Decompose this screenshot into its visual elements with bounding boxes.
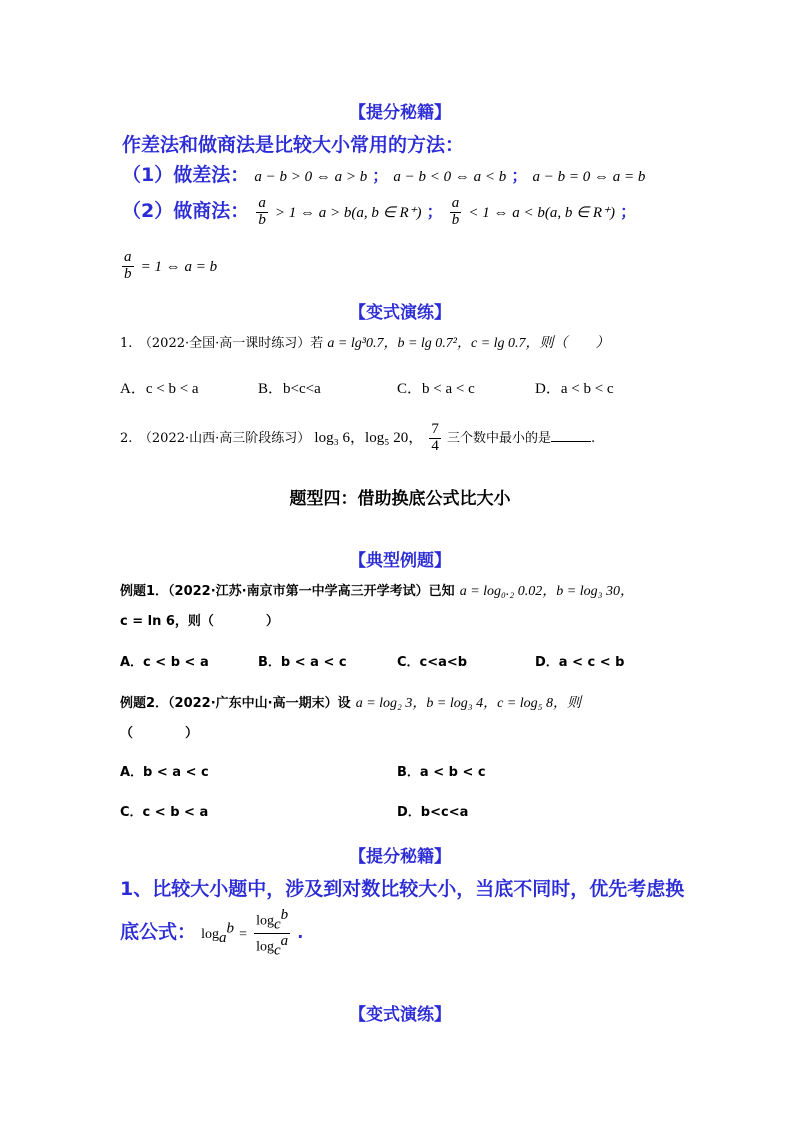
tips-2-line1: 1、比较大小题中，涉及到对数比较大小，当底不同时，优先考虑换 (120, 878, 685, 900)
question-2-prefix: 2. （2022·山西·高三阶段练习） (120, 430, 311, 446)
quot-formula-1: > 1 ⇔ a > b(a, b ∈ R⁺) (274, 205, 422, 221)
diff-method-line (122, 160, 645, 187)
question-1 (120, 332, 610, 352)
practice-header: 【变式演练】 (349, 1005, 451, 1025)
example-2-line2: （ ） (120, 726, 199, 741)
example-2 (120, 692, 581, 712)
diff-formula-3: a − b = 0 ⇔ a = b (532, 169, 646, 185)
question-1-prefix: 1. （2022·全国·高一课时练习）若 (120, 336, 324, 351)
quot-formula-2: < 1 ⇔ a < b(a, b ∈ R⁺) (468, 205, 615, 221)
question-2-expr: log₃ 6，log₅ 20， (314, 429, 424, 446)
e2-option-b: B．a < b < c (397, 765, 486, 780)
quot-method-line (122, 196, 636, 229)
practice-header: 【变式演练】 (349, 303, 451, 323)
fraction-a-over-b: $\frac{a}{b}$ (258, 195, 266, 228)
answer-blank[interactable] (551, 429, 591, 442)
quot-method-label: （2）做商法： (122, 200, 250, 222)
example-2-prefix: 例题2．（2022·广东中山·高一期末）设 (120, 696, 351, 711)
diff-formula-1: a − b > 0 ⇔ a > b (254, 169, 368, 185)
question-1-expr: a = lg³0.7，b = lg 0.7²，c = lg 0.7，则（ ） (327, 336, 610, 351)
e2-option-c: C．c < b < a (120, 805, 209, 820)
question-2 (120, 422, 595, 455)
separator: ； (372, 166, 389, 185)
separator: ； (426, 202, 443, 221)
equals-sign: = (239, 927, 247, 943)
example-1-expr: a = log₀.₂ 0.02，b = log₃ 30， (459, 584, 634, 599)
e1-option-c: C．c<a<b (397, 655, 468, 670)
examples-header: 【典型例题】 (349, 551, 451, 571)
change-of-base-fraction: $\frac{\log_c^b}{\log_c^a}$ (256, 907, 289, 959)
section-title: 题型四：借助换底公式比大小 (289, 489, 511, 509)
example-1 (120, 580, 634, 600)
question-2-suffix: 三个数中最小的是 (446, 430, 551, 446)
fraction-a-over-b: $\frac{a}{b}$ (451, 195, 460, 228)
tips-2-line2 (120, 908, 303, 959)
e2-option-a: A．b < a < c (120, 765, 209, 780)
tips-intro: 作差法和做商法是比较大小常用的方法： (122, 134, 465, 156)
tips-2-end: . (297, 923, 304, 943)
quot-formula-3: = 1 ⇔ a = b (140, 258, 218, 275)
fraction-7-over-4: $\frac{7}{4}$ (431, 421, 439, 454)
e1-option-d: D．a < c < b (535, 655, 625, 670)
example-2-expr: a = log₂ 3，b = log₃ 4，c = log₅ 8，则 (355, 696, 582, 711)
e1-option-b: B．b < a < c (258, 655, 347, 670)
diff-method-label: （1）做差法： (122, 164, 250, 186)
separator: ； (511, 166, 528, 185)
fraction-a-over-b: $\frac{a}{b}$ (124, 249, 132, 282)
e2-option-d: D．b<c<a (397, 805, 469, 820)
q1-option-c: C．b < a < c (397, 381, 475, 397)
q1-option-b: B．b<c<a (258, 381, 321, 397)
change-of-base-lhs: $\log_a^b$ (201, 920, 234, 946)
quot-formula-3-line (120, 250, 217, 283)
example-1-prefix: 例题1．（2022·江苏·南京市第一中学高三开学考试）已知 (120, 584, 455, 599)
tips-header: 【提分秘籍】 (349, 103, 451, 123)
q1-option-d: D．a < b < c (535, 381, 614, 397)
example-1-line2: c = ln 6，则（ ） (120, 614, 279, 629)
q1-option-a: A．c < b < a (120, 381, 199, 397)
separator: ； (620, 202, 637, 221)
tips-header: 【提分秘籍】 (349, 847, 451, 867)
e1-option-a: A．c < b < a (120, 655, 209, 670)
diff-formula-2: a − b < 0 ⇔ a < b (393, 169, 507, 185)
tips-2-prefix: 底公式： (120, 921, 197, 944)
question-2-end: . (591, 430, 596, 446)
